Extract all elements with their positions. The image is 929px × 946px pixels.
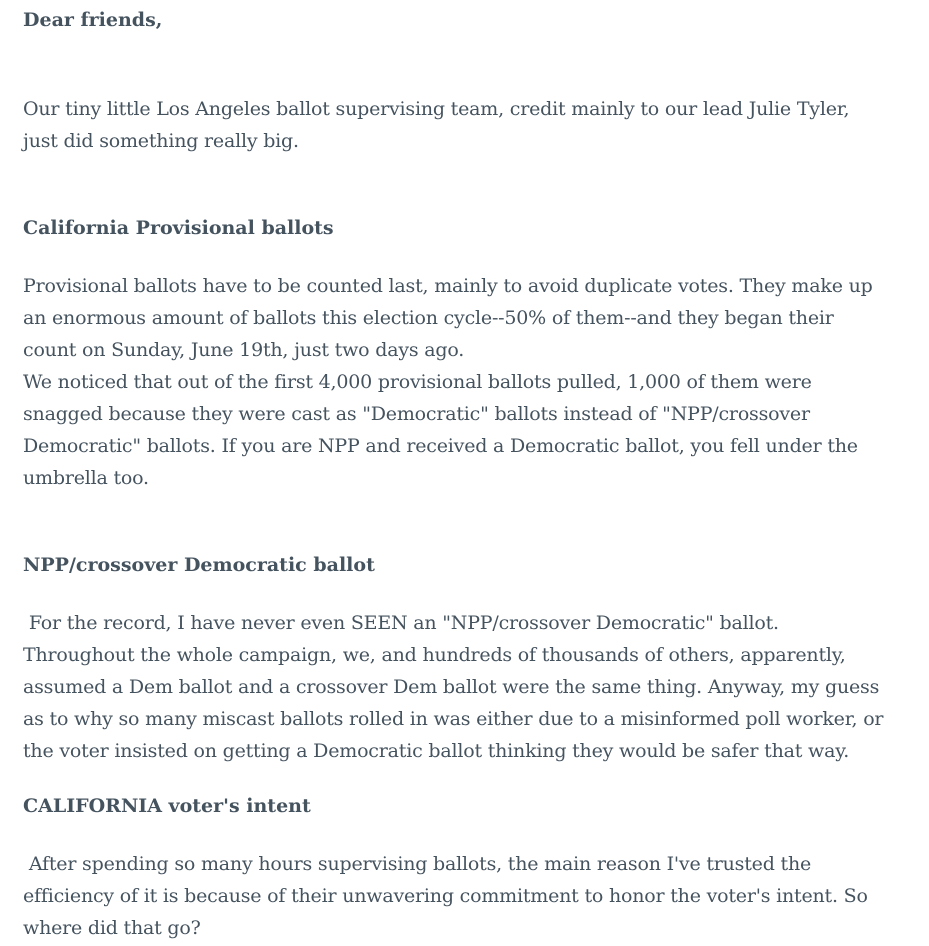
paragraph-line: the voter insisted on getting a Democratic ballot thinking they would be safer that way. xyxy=(23,740,850,762)
section-heading-npp-crossover: NPP/crossover Democratic ballot xyxy=(23,554,375,576)
paragraph-line: We noticed that out of the first 4,000 provisional ballots pulled, 1,000 of them were xyxy=(23,371,812,393)
npp-crossover-paragraph xyxy=(23,607,883,767)
paragraph-line: Provisional ballots have to be counted last, mainly to avoid duplicate votes. They make up xyxy=(23,275,873,297)
paragraph-line: count on Sunday, June 19th, just two days ago. xyxy=(23,339,465,361)
paragraph-line: For the record, I have never even SEEN an "NPP/crossover Democratic" ballot. xyxy=(23,612,779,634)
voters-intent-paragraph xyxy=(23,848,868,944)
paragraph-line: Throughout the whole campaign, we, and hundreds of thousands of others, apparently, xyxy=(23,644,846,666)
paragraph-line: Democratic" ballots. If you are NPP and received a Democratic ballot, you fell under the xyxy=(23,435,858,457)
greeting: Dear friends, xyxy=(23,9,163,31)
paragraph-line: umbrella too. xyxy=(23,467,149,489)
paragraph-line: an enormous amount of ballots this election cycle--50% of them--and they began their xyxy=(23,307,834,329)
section-heading-provisional-ballots: California Provisional ballots xyxy=(23,217,334,239)
paragraph-line: just did something really big. xyxy=(23,130,299,152)
paragraph-line: Our tiny little Los Angeles ballot supervising team, credit mainly to our lead Julie Tyler, xyxy=(23,98,850,120)
section-heading-voters-intent: CALIFORNIA voter's intent xyxy=(23,795,311,817)
paragraph-line: After spending so many hours supervising ballots, the main reason I've trusted the xyxy=(23,853,812,875)
provisional-ballots-paragraph xyxy=(23,270,873,494)
paragraph-line: efficiency of it is because of their unwavering commitment to honor the voter's intent. So xyxy=(23,885,868,907)
paragraph-line: assumed a Dem ballot and a crossover Dem ballot were the same thing. Anyway, my guess xyxy=(23,676,880,698)
paragraph-line: snagged because they were cast as "Democratic" ballots instead of "NPP/crossover xyxy=(23,403,810,425)
intro-paragraph xyxy=(23,93,849,157)
paragraph-line: where did that go? xyxy=(23,917,201,939)
paragraph-line: as to why so many miscast ballots rolled in was either due to a misinformed poll worker, or xyxy=(23,708,884,730)
